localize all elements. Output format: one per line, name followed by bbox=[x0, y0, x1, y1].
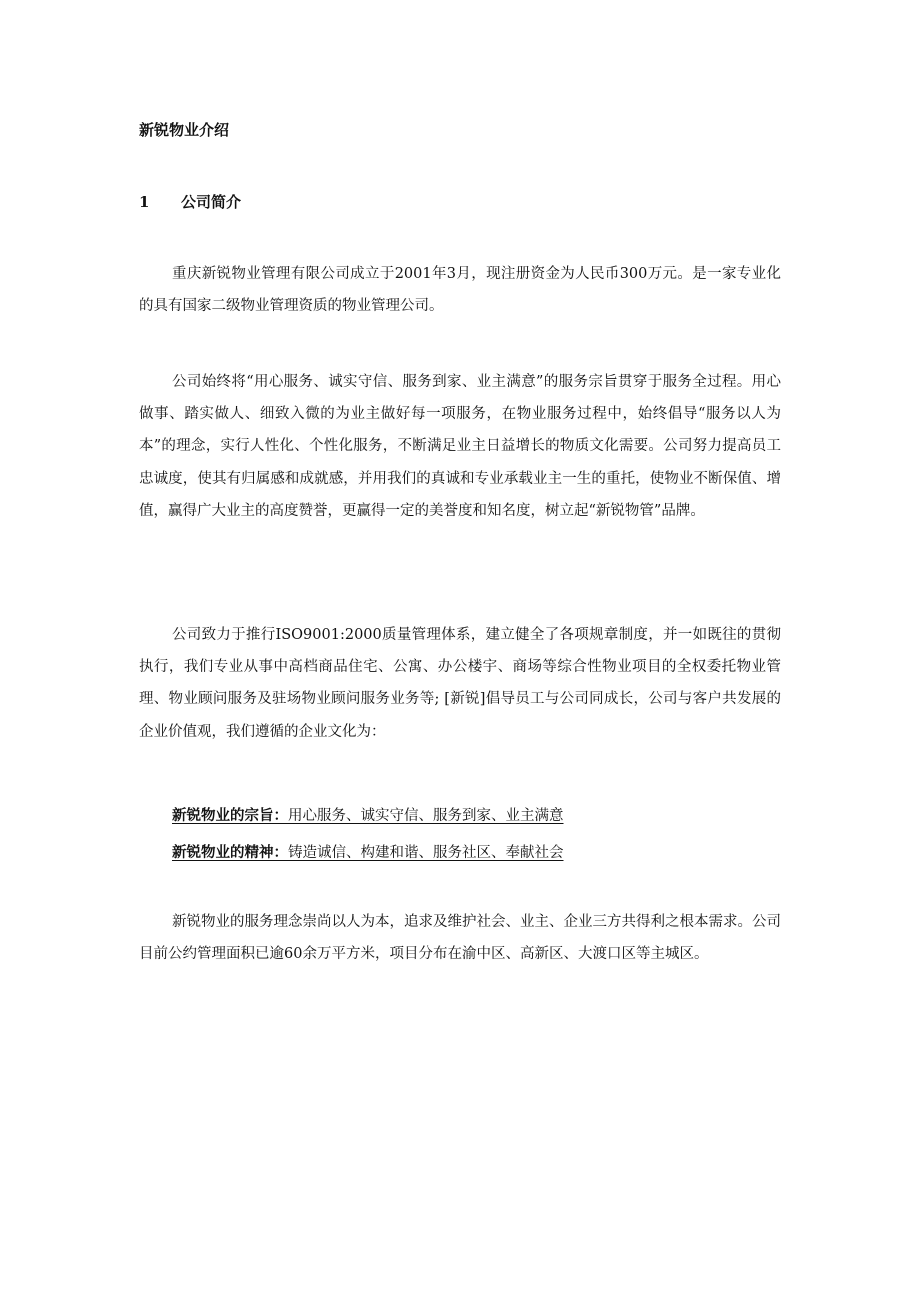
paragraph-service-philosophy: 公司始终将“用心服务、诚实守信、服务到家、业主满意”的服务宗旨贯穿于服务全过程。用心做事、踏实做人、细致入微的为业主做好每一项服务，在物业服务过程中，始终倡导“服务以人为本”的理念，实行人性化、个性化服务，不断满足业主日益增长的物质文化需要。公司努力提高员工忠诚度，使其有归属感和成就感，并用我们的真诚和专业承载业主一生的重托，使物业不断保值、增值，赢得广大业主的高度赞誉，更赢得一定的美誉度和知名度，树立起“新锐物管”品牌。 bbox=[139, 374, 781, 519]
paragraph-company-founding: 重庆新锐物业管理有限公司成立于2001年3月，现注册资金为人民币300万元。是一家专业化的具有国家二级物业管理资质的物业管理公司。 bbox=[139, 266, 781, 315]
motto-spirit-label: 新锐物业的精神： bbox=[172, 844, 288, 861]
motto-purpose-label: 新锐物业的宗旨： bbox=[172, 807, 288, 824]
motto-spirit bbox=[172, 841, 564, 865]
document-title: 新锐物业介绍 bbox=[139, 121, 230, 139]
section-title: 公司简介 bbox=[181, 193, 242, 211]
motto-purpose-text: 用心服务、诚实守信、服务到家、业主满意 bbox=[288, 808, 564, 824]
section-number: 1 bbox=[139, 193, 150, 211]
paragraph-service-concept: 新锐物业的服务理念崇尚以人为本，追求及维护社会、业主、企业三方共得利之根本需求。公司目前公约管理面积已逾60余万平方米，项目分布在渝中区、高新区、大渡口区等主城区。 bbox=[139, 914, 781, 963]
motto-purpose bbox=[172, 804, 564, 828]
section-heading bbox=[139, 190, 241, 214]
motto-spirit-text: 铸造诚信、构建和谐、服务社区、奉献社会 bbox=[288, 845, 564, 861]
paragraph-quality-system: 公司致力于推行ISO9001:2000质量管理体系，建立健全了各项规章制度，并一如既往的贯彻执行，我们专业从事中高档商品住宅、公寓、办公楼宇、商场等综合性物业项目的全权委托物业管理、物业顾问服务及驻场物业顾问服务业务等; [新锐]倡导员工与公司同成长，公司与客户共发展的企业价值观，我们遵循的企业文化为： bbox=[139, 627, 781, 740]
